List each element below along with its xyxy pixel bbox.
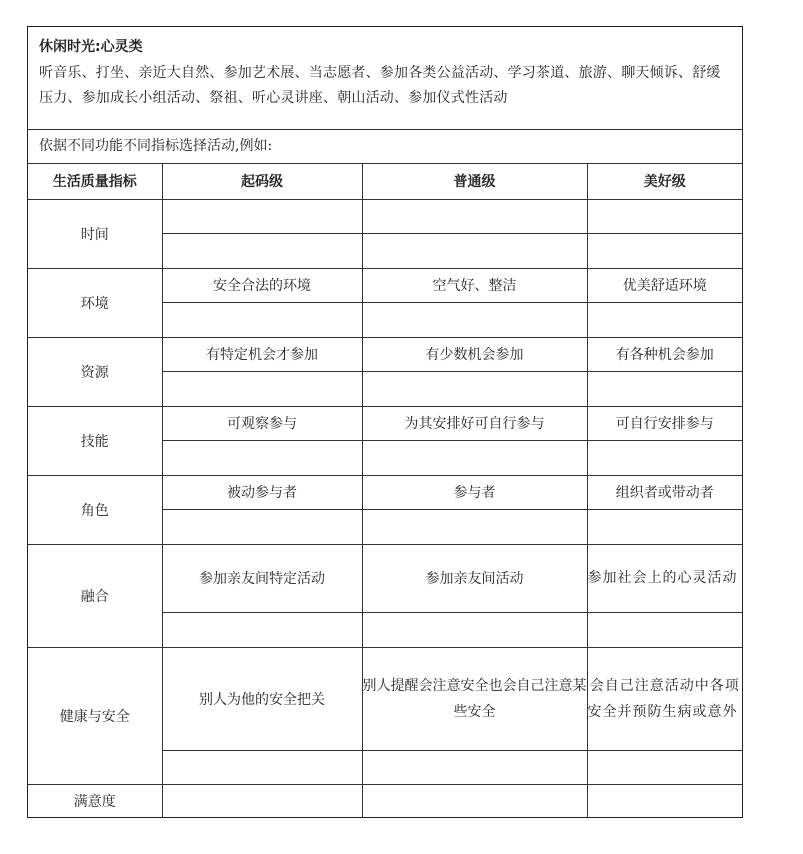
basic-cell: 有特定机会才参加 (162, 337, 362, 371)
blank-cell (362, 509, 587, 544)
blank-cell (162, 371, 362, 406)
blank-cell (587, 302, 742, 337)
instruction-text: 依据不同功能不同指标选择活动,例如: (28, 130, 742, 164)
activity-sheet (27, 26, 743, 818)
table-row (28, 268, 742, 302)
intro-title: 休闲时光:心灵类 (39, 39, 143, 55)
good-cell: 组织者或带动者 (587, 475, 742, 509)
table-header-row (28, 164, 742, 199)
blank-cell (587, 371, 742, 406)
indicator-cell: 角色 (28, 475, 162, 544)
normal-cell: 为其安排好可自行参与 (362, 406, 587, 440)
basic-cell (162, 784, 362, 817)
header-indicator: 生活质量指标 (28, 164, 162, 199)
header-normal-level: 普通级 (362, 164, 587, 199)
blank-cell (162, 612, 362, 647)
blank-cell (362, 750, 587, 784)
good-cell (587, 199, 742, 233)
blank-cell (362, 233, 587, 268)
blank-cell (587, 233, 742, 268)
good-cell: 会自己注意活动中各项安全并预防生病或意外 (587, 647, 742, 750)
header-basic-level: 起码级 (162, 164, 362, 199)
blank-cell (362, 440, 587, 475)
blank-cell (162, 509, 362, 544)
indicator-cell: 资源 (28, 337, 162, 406)
table-row (28, 475, 742, 509)
indicator-cell: 环境 (28, 268, 162, 337)
good-cell: 参加社会上的心灵活动 (587, 544, 742, 612)
indicator-cell: 技能 (28, 406, 162, 475)
table-row (28, 784, 742, 817)
good-cell: 优美舒适环境 (587, 268, 742, 302)
normal-cell: 有少数机会参加 (362, 337, 587, 371)
basic-cell: 被动参与者 (162, 475, 362, 509)
table-row (28, 337, 742, 371)
normal-cell: 参与者 (362, 475, 587, 509)
basic-cell: 别人为他的安全把关 (162, 647, 362, 750)
normal-cell (362, 199, 587, 233)
basic-cell: 安全合法的环境 (162, 268, 362, 302)
header-good-level: 美好级 (587, 164, 742, 199)
normal-cell: 空气好、整洁 (362, 268, 587, 302)
good-cell: 可自行安排参与 (587, 406, 742, 440)
blank-cell (162, 440, 362, 475)
indicator-cell: 健康与安全 (28, 647, 162, 784)
good-cell (587, 784, 742, 817)
blank-cell (587, 612, 742, 647)
blank-cell (162, 750, 362, 784)
normal-cell (362, 784, 587, 817)
indicator-cell: 时间 (28, 199, 162, 268)
indicator-cell: 融合 (28, 544, 162, 647)
blank-cell (362, 371, 587, 406)
blank-cell (362, 612, 587, 647)
blank-cell (362, 302, 587, 337)
normal-cell: 参加亲友间活动 (362, 544, 587, 612)
table-row (28, 647, 742, 750)
basic-cell (162, 199, 362, 233)
blank-cell (162, 233, 362, 268)
intro-section (28, 27, 742, 130)
blank-cell (587, 509, 742, 544)
good-cell: 有各种机会参加 (587, 337, 742, 371)
table-row (28, 544, 742, 612)
quality-of-life-table (28, 164, 742, 817)
blank-cell (587, 440, 742, 475)
blank-cell (587, 750, 742, 784)
table-row (28, 199, 742, 233)
blank-cell (162, 302, 362, 337)
basic-cell: 参加亲友间特定活动 (162, 544, 362, 612)
basic-cell: 可观察参与 (162, 406, 362, 440)
indicator-cell: 满意度 (28, 784, 162, 817)
intro-activities-list: 听音乐、打坐、亲近大自然、参加艺术展、当志愿者、参加各类公益活动、学习茶道、旅游、聊天倾诉、舒缓压力、参加成长小组活动、祭祖、听心灵讲座、朝山活动、参加仪式性活动 (39, 65, 721, 106)
normal-cell: 别人提醒会注意安全也会自己注意某些安全 (362, 647, 587, 750)
table-row (28, 406, 742, 440)
